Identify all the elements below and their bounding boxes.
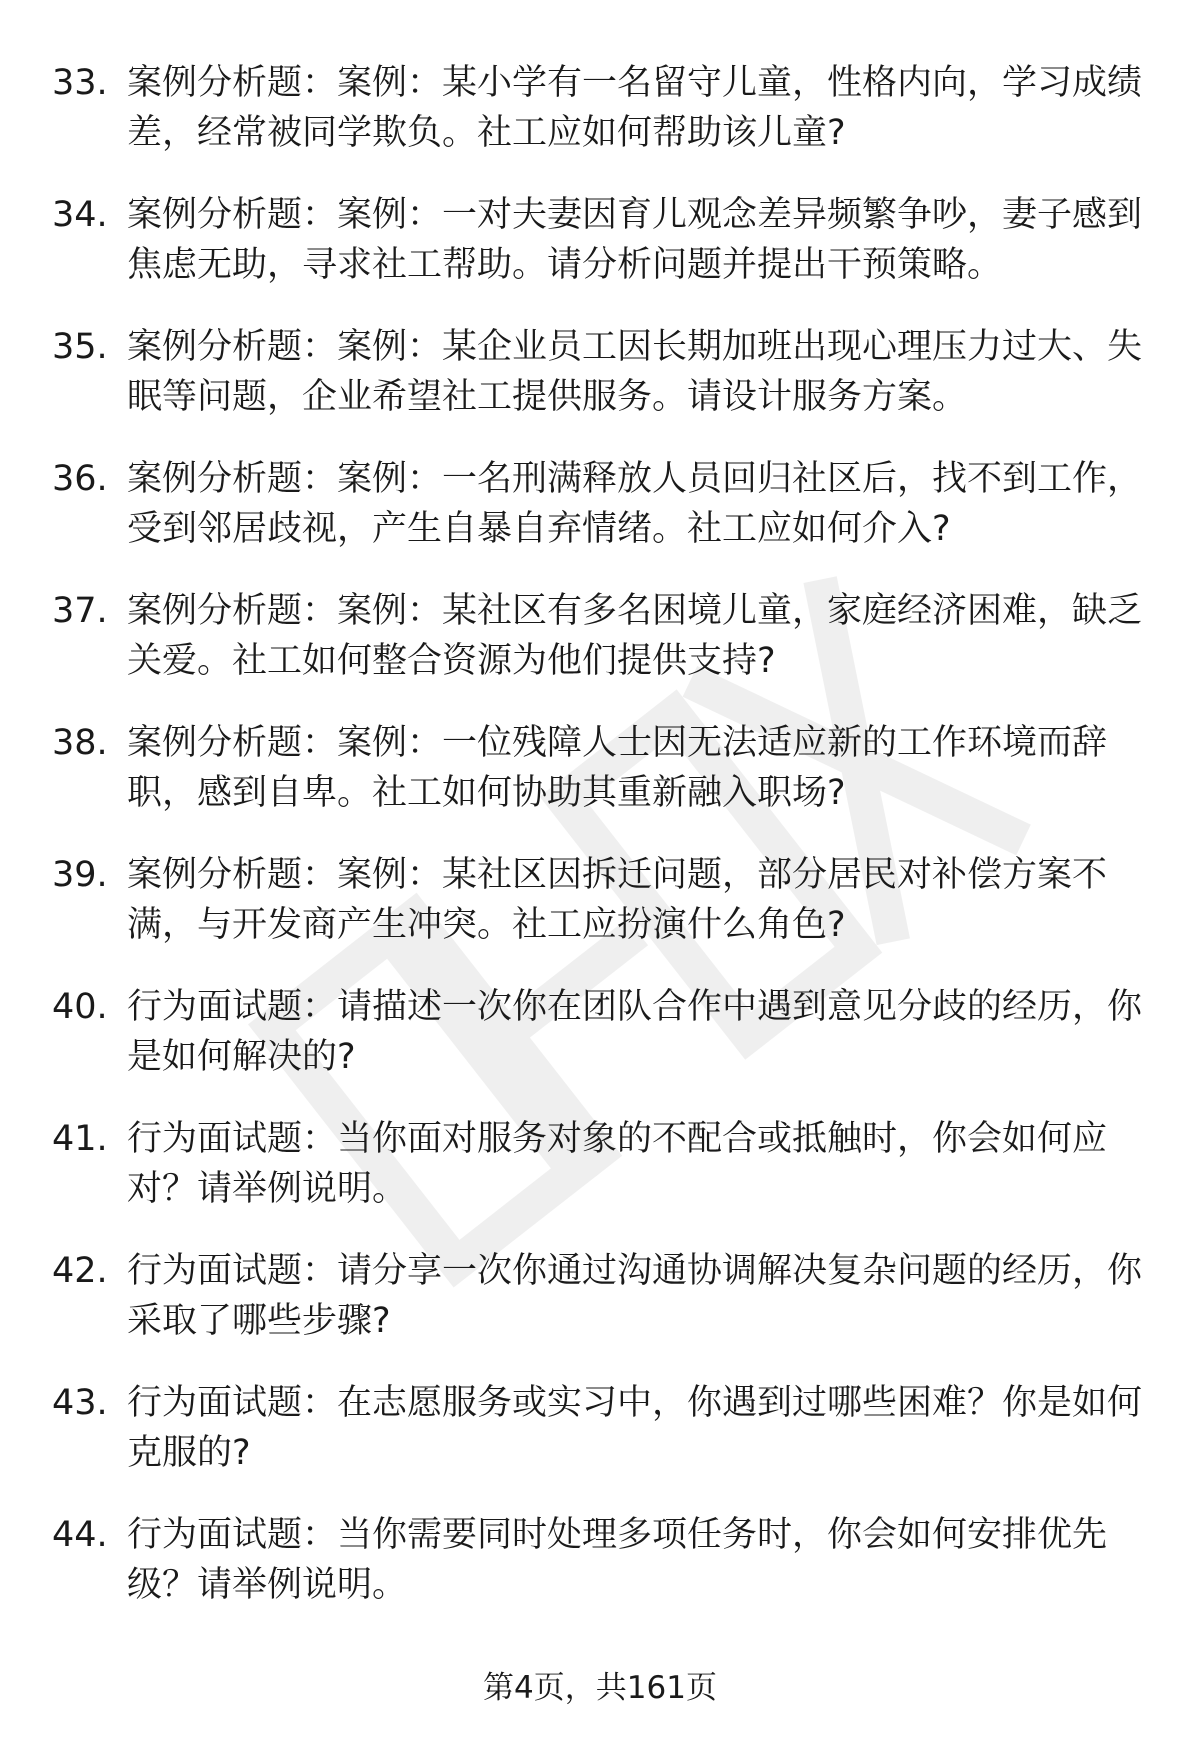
question-number: 37. <box>52 591 108 631</box>
question-number: 41. <box>52 1119 108 1159</box>
question-number: 33. <box>52 63 108 103</box>
question-number: 44. <box>52 1515 108 1555</box>
question-number: 35. <box>52 327 108 367</box>
question-number: 39. <box>52 855 108 895</box>
question-text: 行为面试题：当你面对服务对象的不配合或抵触时，你会如何应对？请举例说明。 <box>127 1119 1108 1209</box>
question-text: 案例分析题：案例：某社区有多名困境儿童，家庭经济困难，缺乏关爱。社工如何整合资源为他们提供支持? <box>127 591 1143 681</box>
question-item <box>52 850 1142 950</box>
question-item <box>52 190 1142 290</box>
question-number: 36. <box>52 459 108 499</box>
question-number: 42. <box>52 1251 108 1291</box>
question-text: 案例分析题：案例：一名刑满释放人员回归社区后，找不到工作，受到邻居歧视，产生自暴自弃情绪。社工应如何介入? <box>127 459 1143 549</box>
question-item <box>52 322 1142 422</box>
question-text: 行为面试题：在志愿服务或实习中，你遇到过哪些困难？你是如何克服的? <box>127 1383 1143 1473</box>
question-number: 34. <box>52 195 108 235</box>
question-text: 案例分析题：案例：某企业员工因长期加班出现心理压力过大、失眠等问题，企业希望社工提供服务。请设计服务方案。 <box>127 327 1143 417</box>
question-item <box>52 1246 1142 1346</box>
question-number: 38. <box>52 723 108 763</box>
question-item <box>52 1114 1142 1214</box>
question-item <box>52 58 1142 158</box>
question-item <box>52 586 1142 686</box>
question-list <box>52 58 1142 1642</box>
question-item <box>52 1510 1142 1610</box>
question-item <box>52 982 1142 1082</box>
question-text: 案例分析题：案例：某小学有一名留守儿童，性格内向，学习成绩差，经常被同学欺负。社工应如何帮助该儿童? <box>127 63 1143 153</box>
question-number: 43. <box>52 1383 108 1423</box>
question-text: 案例分析题：案例：一对夫妻因育儿观念差异频繁争吵，妻子感到焦虑无助，寻求社工帮助。请分析问题并提出干预策略。 <box>127 195 1143 285</box>
question-text: 案例分析题：案例：一位残障人士因无法适应新的工作环境而辞职，感到自卑。社工如何协助其重新融入职场? <box>127 723 1108 813</box>
question-text: 行为面试题：当你需要同时处理多项任务时，你会如何安排优先级？请举例说明。 <box>127 1515 1108 1605</box>
question-text: 案例分析题：案例：某社区因拆迁问题，部分居民对补偿方案不满，与开发商产生冲突。社工应扮演什么角色? <box>127 855 1108 945</box>
question-text: 行为面试题：请描述一次你在团队合作中遇到意见分歧的经历，你是如何解决的? <box>127 987 1143 1077</box>
question-text: 行为面试题：请分享一次你通过沟通协调解决复杂问题的经历，你采取了哪些步骤? <box>127 1251 1143 1341</box>
question-item <box>52 718 1142 818</box>
question-number: 40. <box>52 987 108 1027</box>
question-item <box>52 454 1142 554</box>
page-footer: 第4页，共161页 <box>483 1670 717 1706</box>
question-item <box>52 1378 1142 1478</box>
